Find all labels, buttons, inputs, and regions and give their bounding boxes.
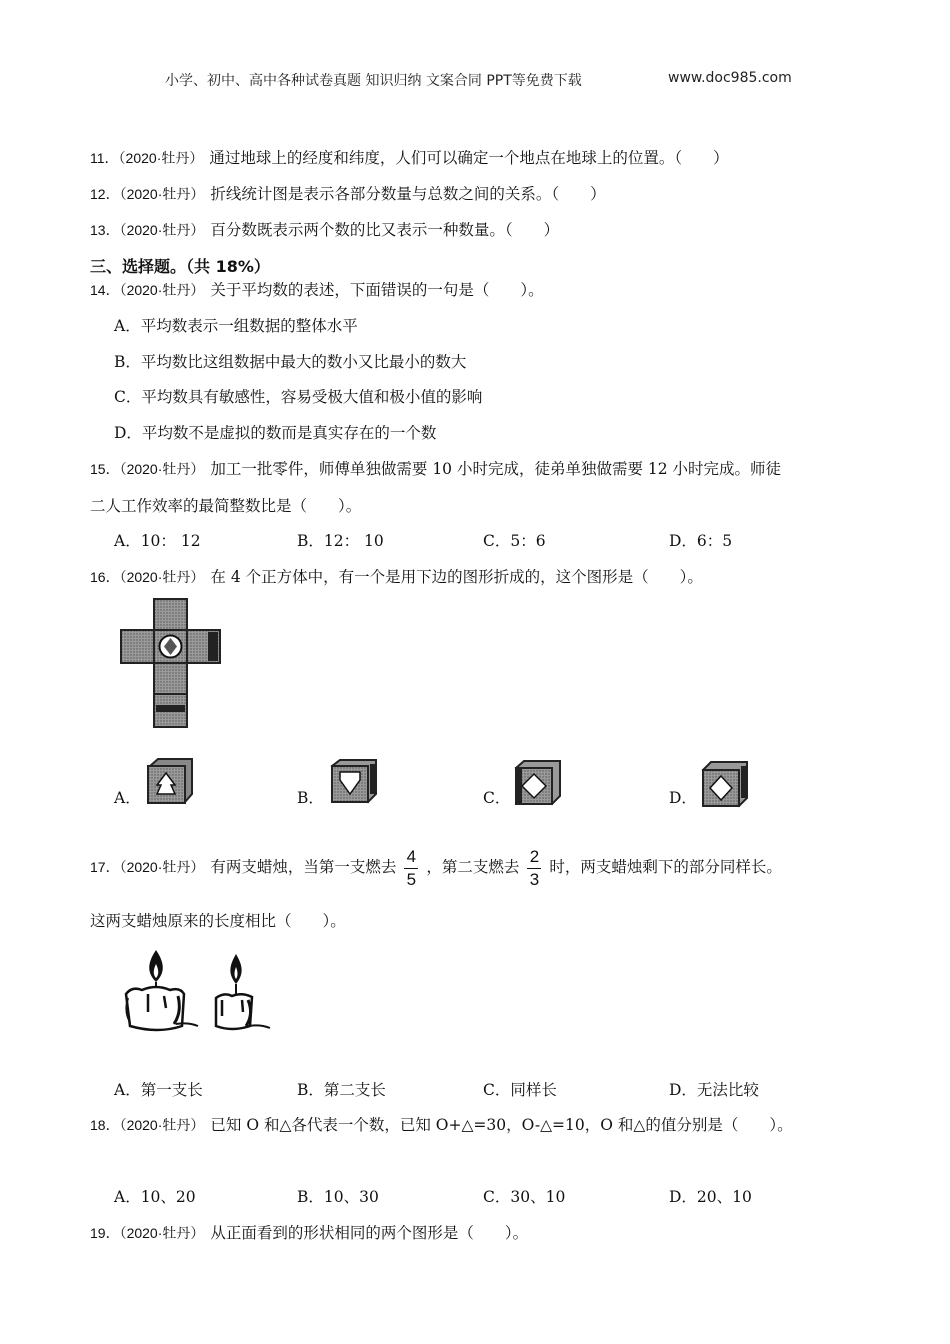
cube-option-c-icon: [512, 758, 566, 810]
question-number: 16．: [90, 569, 120, 585]
option-a: A．10： 12: [114, 532, 201, 550]
question-12: [90, 182, 606, 204]
question-source: （2020·牡丹）: [119, 1117, 205, 1133]
question-text: 已知 O 和△各代表一个数，已知 O+△=30，O-△=10，O 和△的值分别是（ ）。: [210, 1116, 793, 1134]
question-16: [90, 565, 703, 587]
question-number: 15．: [90, 461, 120, 477]
question-number: 12．: [90, 186, 120, 202]
question-source: （2020·牡丹）: [119, 282, 205, 298]
question-number: 14．: [90, 282, 120, 298]
question-source: （2020·牡丹）: [119, 569, 205, 585]
question-text: 百分数既表示两个数的比又表示一种数量。（ ）: [210, 221, 560, 239]
question-number: 19．: [90, 1225, 120, 1241]
question-15-line2: 二人工作效率的最简整数比是（ ）。: [90, 497, 362, 515]
question-text: 通过地球上的经度和纬度，人们可以确定一个地点在地球上的位置。（ ）: [209, 149, 729, 167]
question-source: （2020·牡丹）: [119, 859, 205, 875]
option-b-label: B．: [297, 789, 324, 807]
section-heading: 三、选择题。（共 18%）: [90, 257, 270, 276]
question-17-line2: 这两支蜡烛原来的长度相比（ ）。: [90, 912, 346, 930]
cube-option-a-icon: [142, 756, 196, 808]
question-number: 13．: [90, 222, 120, 238]
question-15: [90, 457, 781, 479]
option-b: B．第二支长: [297, 1081, 386, 1099]
fraction-numerator: 2: [529, 846, 540, 866]
candles-figure: [118, 942, 274, 1038]
question-source: （2020·牡丹）: [119, 222, 205, 238]
question-number: 11．: [90, 150, 119, 166]
fraction-denominator: 3: [529, 869, 540, 889]
question-text: 折线统计图是表示各部分数量与总数之间的关系。（ ）: [210, 185, 606, 203]
question-source: （2020·牡丹）: [119, 186, 205, 202]
question-19: [90, 1221, 528, 1243]
option-d: D．20、10: [669, 1188, 752, 1206]
option-d: D．平均数不是虚拟的数而是真实存在的一个数: [114, 424, 437, 442]
question-13: [90, 218, 559, 240]
question-number: 17．: [90, 859, 120, 875]
option-b: B．10、30: [297, 1188, 379, 1206]
question-14: [90, 278, 544, 300]
fraction-two-thirds: [527, 848, 541, 889]
question-text-part2: ，第二支燃去: [426, 858, 520, 876]
option-c: C．同样长: [483, 1081, 557, 1099]
question-source: （2020·牡丹）: [119, 1225, 205, 1241]
question-text: 从正面看到的形状相同的两个图形是（ ）。: [210, 1224, 529, 1242]
question-text: 加工一批零件，师傅单独做需要 10 小时完成，徒弟单独做需要 12 小时完成。师徒: [210, 460, 782, 478]
cube-option-d-icon: [697, 758, 753, 810]
question-18: [90, 1113, 793, 1135]
fraction-four-fifths: [404, 848, 418, 889]
option-a: A．10、20: [114, 1188, 196, 1206]
option-d: D．无法比较: [669, 1081, 759, 1099]
fraction-bar: [527, 868, 541, 869]
option-a-label: A．: [114, 789, 141, 807]
option-c: C．30、10: [483, 1188, 566, 1206]
question-11: [90, 146, 729, 168]
header-left-text: 小学、初中、高中各种试卷真题 知识归纳 文案合同 PPT等免费下载: [165, 73, 582, 89]
option-c: C．平均数具有敏感性，容易受极大值和极小值的影响: [114, 388, 483, 406]
option-a: A．平均数表示一组数据的整体水平: [114, 317, 358, 335]
option-d: D．6：5: [669, 532, 733, 550]
question-text-part3: 时，两支蜡烛剩下的部分同样长。: [549, 858, 782, 876]
question-17: [90, 846, 782, 889]
cube-net-figure: [118, 597, 224, 729]
option-a: A．第一支长: [114, 1081, 203, 1099]
header-website: www.doc985.com: [668, 70, 792, 86]
option-c: C．5：6: [483, 532, 546, 550]
question-source: （2020·牡丹）: [118, 150, 204, 166]
question-text: 在 4 个正方体中，有一个是用下边的图形折成的，这个图形是（ ）。: [210, 568, 703, 586]
option-d-label: D．: [669, 789, 697, 807]
question-text-part1: 有两支蜡烛，当第一支燃去: [210, 858, 397, 876]
option-b: B．12： 10: [297, 532, 384, 550]
cube-option-b-icon: [328, 758, 382, 808]
fraction-numerator: 4: [406, 846, 417, 866]
option-b: B．平均数比这组数据中最大的数小又比最小的数大: [114, 353, 467, 371]
question-text: 关于平均数的表述，下面错误的一句是（ ）。: [210, 281, 544, 299]
fraction-bar: [404, 868, 418, 869]
option-c-label: C．: [483, 789, 511, 807]
question-number: 18．: [90, 1117, 120, 1133]
fraction-denominator: 5: [406, 869, 417, 889]
question-source: （2020·牡丹）: [119, 461, 205, 477]
